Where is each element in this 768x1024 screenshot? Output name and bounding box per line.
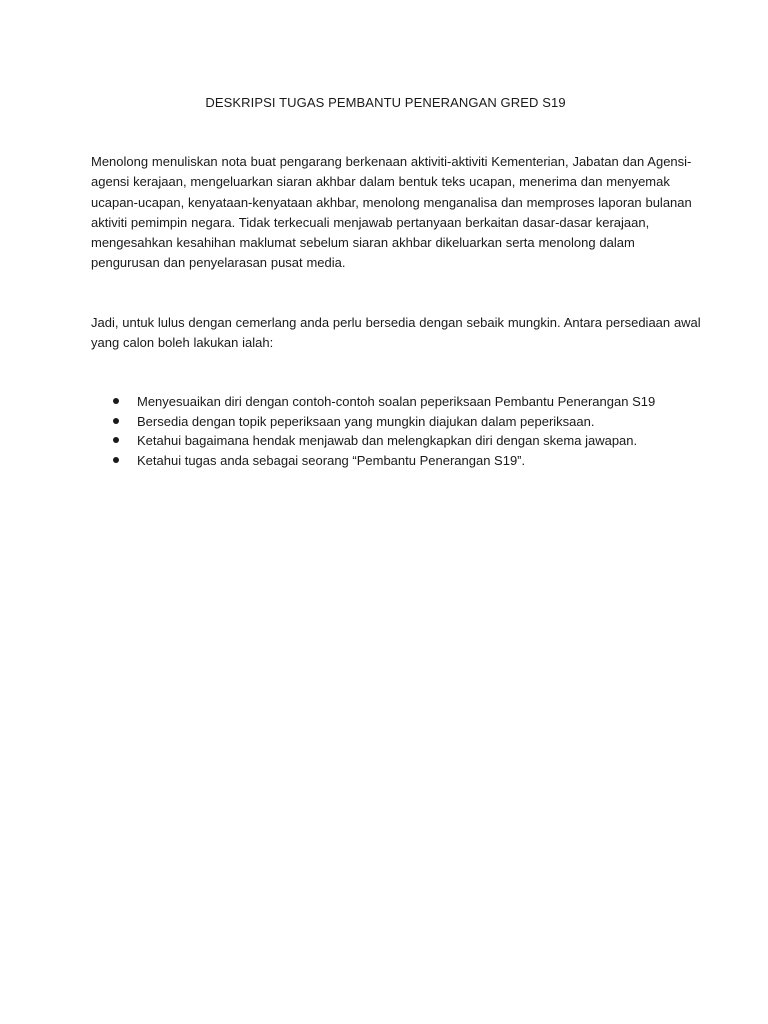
paragraph-line: agensi kerajaan, mengeluarkan siaran akhbar dalam bentuk teks ucapan, menerima dan menyemak — [91, 174, 670, 190]
list-item — [91, 431, 680, 451]
list-item-text: Bersedia dengan topik peperiksaan yang mungkin diajukan dalam peperiksaan. — [137, 413, 595, 429]
preparation-list — [91, 392, 680, 470]
bullet-icon — [113, 418, 119, 424]
list-item-text: Ketahui tugas anda sebagai seorang “Pembantu Penerangan S19”. — [137, 452, 526, 468]
paragraph-line: aktiviti pemimpin negara. Tidak terkecuali menjawab pertanyaan berkaitan dasar-dasar kerajaan, — [91, 214, 650, 230]
paragraph-line: ucapan-ucapan, kenyataan-kenyataan akhbar, menolong menganalisa dan memproses laporan bulanan — [91, 194, 692, 210]
paragraph-line: pengurusan dan penyelarasan pusat media. — [91, 255, 346, 271]
bullet-icon — [113, 437, 119, 443]
list-item — [91, 451, 680, 471]
paragraph-line: Jadi, untuk lulus dengan cemerlang anda perlu bersedia dengan sebaik mungkin. Antara persediaan awal — [91, 314, 701, 330]
bullet-icon — [113, 398, 119, 404]
list-item-text: Menyesuaikan diri dengan contoh-contoh soalan peperiksaan Pembantu Penerangan S19 — [137, 394, 656, 410]
paragraph-line: yang calon boleh lakukan ialah: — [91, 335, 274, 351]
paragraph-line: mengesahkan kesahihan maklumat sebelum siaran akhbar dikeluarkan serta menolong dalam — [91, 235, 635, 251]
list-item-text: Ketahui bagaimana hendak menjawab dan melengkapkan diri dengan skema jawapan. — [137, 433, 638, 449]
paragraph-preparation — [91, 313, 701, 354]
document-title: DESKRIPSI TUGAS PEMBANTU PENERANGAN GRED S19 — [205, 95, 566, 110]
paragraph-line: Menolong menuliskan nota buat pengarang berkenaan aktiviti-aktiviti Kementerian, Jabatan dan Agensi- — [91, 154, 692, 169]
list-item — [91, 392, 680, 412]
list-item — [91, 412, 680, 432]
bullet-icon — [113, 457, 119, 463]
paragraph-job-description — [91, 152, 692, 274]
